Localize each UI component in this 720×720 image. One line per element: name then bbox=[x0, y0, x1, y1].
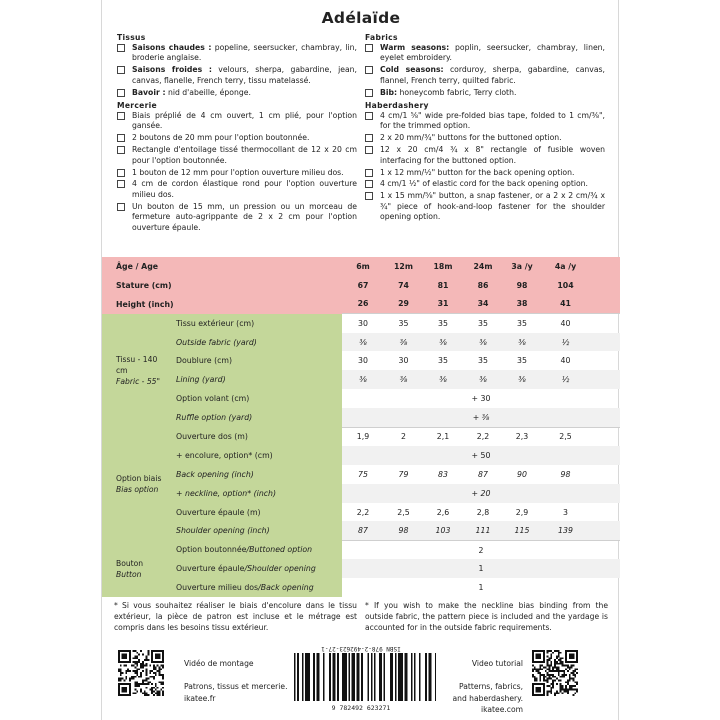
table-cell: 2,2 bbox=[463, 427, 503, 446]
row-label: Lining (yard) bbox=[172, 370, 342, 389]
group-label bbox=[102, 314, 172, 427]
checkbox[interactable] bbox=[365, 66, 373, 74]
table-cell: ⅜ bbox=[423, 333, 463, 352]
item-detail: velours, sherpa, gabardine, jean, canvas, flanelle, French terry, tissu matelassé. bbox=[132, 65, 357, 85]
header-label: Height (inch) bbox=[102, 295, 342, 314]
table-cell: 40 bbox=[541, 314, 590, 333]
row-label: Tissu extérieur (cm) bbox=[172, 314, 342, 333]
row-label-fr: Ouverture milieu dos bbox=[176, 583, 259, 593]
header-pad bbox=[590, 276, 620, 295]
header-value: 41 bbox=[541, 295, 590, 314]
header-value: 6m bbox=[342, 257, 384, 276]
table-cell-span: 2 bbox=[342, 540, 620, 559]
table-cell-span: + ⅜ bbox=[342, 408, 620, 427]
row-label: Back opening (inch) bbox=[172, 465, 342, 484]
row-label bbox=[172, 559, 342, 578]
table-cell: ⅜ bbox=[503, 370, 541, 389]
table-cell: 30 bbox=[342, 314, 384, 333]
group-label-en: Bias option bbox=[116, 484, 159, 494]
table-cell: 98 bbox=[384, 521, 423, 540]
table-cell: 115 bbox=[503, 521, 541, 540]
item-detail: nid d'abeille, éponge. bbox=[165, 87, 251, 97]
item-text bbox=[132, 65, 357, 86]
checkbox[interactable] bbox=[365, 192, 373, 200]
table-cell: 35 bbox=[423, 314, 463, 333]
header-value: 3a /y bbox=[503, 257, 541, 276]
table-cell: 2,5 bbox=[397, 507, 410, 517]
item-text: Un bouton de 15 mm, un pression ou un morceau de fermeture auto-agrippante de 2 x 2 cm pour l'option ouverture épaule. bbox=[132, 201, 357, 232]
table-cell: ⅜ bbox=[463, 333, 503, 352]
table-cell-pad bbox=[590, 314, 620, 333]
checklist-item bbox=[365, 133, 605, 143]
table-cell: ⅜ bbox=[384, 370, 423, 389]
row-label: Ouverture épaule (m) bbox=[172, 503, 342, 522]
table-cell: 1,9 bbox=[342, 427, 384, 446]
table-cell: 79 bbox=[398, 469, 409, 479]
checkbox[interactable] bbox=[117, 146, 125, 154]
isbn-text: ISBN 978-2-492623-27-1 bbox=[321, 645, 401, 652]
table-cell-span: + 30 bbox=[471, 394, 491, 404]
footer-shop-fr: Patrons, tissus et mercerie. bbox=[184, 682, 288, 691]
table-cell: 3 bbox=[563, 507, 568, 517]
checkbox[interactable] bbox=[365, 89, 373, 97]
page-title: Adélaïde bbox=[321, 9, 401, 27]
header-pad bbox=[590, 257, 620, 276]
header-value: 38 bbox=[503, 295, 541, 314]
checkbox[interactable] bbox=[117, 180, 125, 188]
row-label: Ouverture dos (m) bbox=[172, 427, 342, 446]
item-text: 1 bouton de 12 mm pour l'option ouverture milieu dos. bbox=[132, 167, 344, 177]
item-detail: corduroy, sherpa, gabardine, canvas, flannel, French terry, quilted fabric. bbox=[380, 65, 605, 85]
table-cell: 2,8 bbox=[476, 507, 490, 517]
table-cell-pad bbox=[590, 351, 620, 370]
checkbox[interactable] bbox=[365, 146, 373, 154]
mercerie-heading: Mercerie bbox=[117, 101, 158, 111]
item-detail: popeline, seersucker, chambray, lin, broderie anglaise. bbox=[132, 43, 357, 63]
table-cell: 103 bbox=[423, 521, 463, 540]
table-cell: 87 bbox=[342, 521, 384, 540]
table-cell: 2,6 bbox=[436, 507, 450, 517]
table-cell: 111 bbox=[463, 521, 503, 540]
header-value: 4a /y bbox=[541, 257, 590, 276]
table-cell: 35 bbox=[503, 314, 541, 333]
table-cell: 2,5 bbox=[541, 427, 590, 446]
table-row bbox=[102, 333, 620, 352]
checkbox[interactable] bbox=[117, 134, 125, 142]
header-value: 74 bbox=[384, 276, 423, 295]
table-cell: 2,3 bbox=[503, 427, 541, 446]
checkbox[interactable] bbox=[117, 89, 125, 97]
checkbox[interactable] bbox=[117, 112, 125, 120]
item-text: 1 x 12 mm/½" button for the back opening option. bbox=[380, 167, 575, 177]
table-cell: ⅜ bbox=[503, 333, 541, 352]
table-cell: 35 bbox=[478, 356, 488, 366]
group-label-fr: Option biais bbox=[116, 473, 162, 483]
haberdashery-list bbox=[365, 111, 605, 223]
checkbox[interactable] bbox=[117, 66, 125, 74]
table-cell: ⅜ bbox=[342, 370, 384, 389]
checklist-item bbox=[365, 179, 605, 189]
checklist-item bbox=[117, 145, 357, 166]
qr-code-left[interactable] bbox=[118, 650, 164, 696]
checklist-item bbox=[117, 111, 357, 132]
header-value: 67 bbox=[342, 276, 384, 295]
tissus-list bbox=[117, 43, 357, 98]
item-label: Saisons froides : bbox=[132, 65, 212, 75]
table-cell-pad bbox=[590, 427, 620, 446]
header-value: 24m bbox=[463, 257, 503, 276]
table-cell: 90 bbox=[517, 469, 527, 479]
table-row bbox=[102, 351, 620, 370]
table-cell: ⅜ bbox=[463, 370, 503, 389]
item-label: Bib: bbox=[380, 87, 398, 97]
table-row bbox=[102, 427, 620, 446]
row-label: Outside fabric (yard) bbox=[172, 333, 342, 352]
pattern-sheet bbox=[101, 0, 619, 720]
table-cell: 75 bbox=[358, 469, 368, 479]
row-label-en: /Shoulder opening bbox=[244, 564, 316, 574]
table-row bbox=[102, 408, 620, 427]
table-cell-pad bbox=[590, 465, 620, 484]
header-label: Âge / Age bbox=[102, 257, 342, 276]
row-label: + neckline, option* (inch) bbox=[172, 484, 342, 503]
checkbox[interactable] bbox=[365, 180, 373, 188]
table-cell-span: 1 bbox=[478, 583, 484, 593]
table-row bbox=[102, 484, 620, 503]
table-cell-span: + 50 bbox=[342, 446, 620, 465]
footnote-en: * If you wish to make the neckline bias binding from the outside fabric, the pattern piece is included and the yardage is accounted for in the outside fabric requirements. bbox=[365, 601, 608, 633]
item-detail: poplin, seersucker, chambray, linen, eyelet embroidery. bbox=[380, 43, 605, 63]
item-text bbox=[380, 43, 605, 64]
qr-code-right[interactable] bbox=[532, 650, 578, 696]
group-label-en: Button bbox=[116, 569, 142, 579]
table-cell-span: 1 bbox=[342, 559, 620, 578]
english-supplies-column bbox=[365, 31, 605, 224]
row-label: Ruffle option (yard) bbox=[172, 408, 342, 427]
header-value: 26 bbox=[342, 295, 384, 314]
header-value: 29 bbox=[384, 295, 423, 314]
website-fr[interactable]: ikatee.fr bbox=[184, 693, 216, 703]
header-pad bbox=[590, 295, 620, 314]
checklist-item bbox=[365, 111, 605, 132]
table-cell-pad bbox=[590, 521, 620, 540]
checklist-item bbox=[365, 145, 605, 166]
item-text: 4 cm/1 ½" of elastic cord for the back opening option. bbox=[380, 179, 588, 189]
item-text: 1 x 15 mm/⅝" button, a snap fastener, or a 2 x 2 cm/¾ x ¾" piece of hook-and-loop fastener for the shoulder opening option. bbox=[380, 191, 605, 222]
header-label: Stature (cm) bbox=[102, 276, 342, 295]
table-cell-span: + 20 bbox=[342, 484, 620, 503]
item-text: Rectangle d'entoilage tissé thermocollant de 12 x 20 cm pour l'option boutonnée. bbox=[132, 145, 357, 165]
table-cell: 87 bbox=[478, 469, 488, 479]
row-label: Option volant (cm) bbox=[172, 389, 342, 408]
table-cell: 35 bbox=[384, 314, 423, 333]
table-cell: 83 bbox=[438, 469, 448, 479]
row-label bbox=[172, 578, 342, 597]
footer-right-text bbox=[447, 658, 523, 716]
video-tutorial-fr: Vidéo de montage bbox=[184, 659, 254, 668]
table-cell: 35 bbox=[517, 356, 527, 366]
website-en[interactable]: ikatee.com bbox=[481, 705, 523, 714]
row-label-en: /Back opening bbox=[258, 583, 314, 593]
header-value: 98 bbox=[503, 276, 541, 295]
checklist-item bbox=[117, 133, 357, 143]
table-cell: ⅜ bbox=[342, 333, 384, 352]
table-cell-pad bbox=[590, 333, 620, 352]
item-text: 4 cm/1 ⅝" wide pre-folded bias tape, folded to 1 cm/⅜", for the trimmed option. bbox=[380, 111, 605, 131]
group-label-en: Fabric - 55" bbox=[116, 376, 160, 386]
row-label-fr: Option boutonnée bbox=[176, 545, 247, 555]
tissus-heading: Tissus bbox=[117, 33, 146, 42]
item-label: Cold seasons: bbox=[380, 65, 444, 75]
barcode-number: 9 782492 623271 bbox=[331, 704, 391, 712]
checklist-item bbox=[117, 65, 357, 86]
isbn-barcode bbox=[286, 644, 436, 712]
checkbox[interactable] bbox=[365, 169, 373, 177]
checklist-item bbox=[117, 88, 357, 98]
item-text bbox=[380, 88, 605, 98]
checklist-item bbox=[365, 65, 605, 86]
item-label: Saisons chaudes : bbox=[132, 43, 212, 52]
item-label: Bavoir : bbox=[132, 87, 166, 97]
table-row bbox=[102, 521, 620, 540]
table-cell: 2,2 bbox=[356, 507, 370, 517]
item-text: Biais préplié de 4 cm ouvert, 1 cm plié, pour l'option gansée. bbox=[132, 111, 357, 131]
table-row bbox=[102, 559, 620, 578]
checklist-item bbox=[117, 202, 357, 233]
group-label-fr: Tissu - 140 cm bbox=[116, 354, 158, 375]
header-value: 86 bbox=[463, 276, 503, 295]
table-row bbox=[102, 446, 620, 465]
group-label bbox=[102, 540, 172, 597]
checklist-item bbox=[365, 191, 605, 222]
table-row bbox=[102, 314, 620, 333]
checklist-item bbox=[117, 43, 357, 64]
row-label: + encolure, option* (cm) bbox=[172, 446, 342, 465]
table-cell: ½ bbox=[541, 333, 590, 352]
item-text bbox=[132, 88, 357, 98]
table-row bbox=[102, 503, 620, 522]
checkbox[interactable] bbox=[365, 134, 373, 142]
table-cell: 30 bbox=[358, 356, 368, 366]
header-value: 31 bbox=[423, 295, 463, 314]
checkbox[interactable] bbox=[117, 169, 125, 177]
row-label-en: /Buttoned option bbox=[246, 545, 313, 555]
group-label-fr: Bouton bbox=[116, 558, 144, 568]
table-cell: 35 bbox=[438, 356, 448, 366]
table-row bbox=[102, 465, 620, 484]
item-detail: honeycomb fabric, Terry cloth. bbox=[397, 87, 517, 97]
item-label: Warm seasons: bbox=[380, 43, 450, 52]
table-cell: 2 bbox=[384, 427, 423, 446]
item-text: 2 boutons de 20 mm pour l'option boutonnée. bbox=[132, 133, 310, 143]
item-text: 4 cm de cordon élastique rond pour l'option ouverture milieu dos. bbox=[132, 179, 357, 199]
table-cell: 30 bbox=[398, 356, 409, 366]
checklist-item bbox=[365, 168, 605, 178]
table-cell: 98 bbox=[560, 469, 571, 479]
table-cell: ½ bbox=[541, 370, 590, 389]
table-cell: 35 bbox=[463, 314, 503, 333]
table-cell-pad bbox=[590, 503, 620, 522]
row-label: Shoulder opening (inch) bbox=[172, 521, 342, 540]
table-cell: ⅜ bbox=[423, 370, 463, 389]
header-value: 104 bbox=[541, 276, 590, 295]
table-row bbox=[102, 370, 620, 389]
table-cell-pad bbox=[590, 370, 620, 389]
row-label-fr: Ouverture épaule bbox=[176, 564, 245, 574]
table-header-row bbox=[102, 295, 620, 314]
table-row bbox=[102, 540, 620, 559]
table-cell: 40 bbox=[560, 356, 571, 366]
table-cell: 2,9 bbox=[515, 507, 529, 517]
header-value: 18m bbox=[423, 257, 463, 276]
fabrics-heading: Fabrics bbox=[365, 33, 398, 42]
footer-shop-en-2: and haberdashery. bbox=[452, 693, 523, 703]
checklist-item bbox=[117, 168, 357, 178]
table-cell: 139 bbox=[541, 521, 590, 540]
table-header-row bbox=[102, 276, 620, 295]
checkbox[interactable] bbox=[365, 112, 373, 120]
table-cell: ⅜ bbox=[384, 333, 423, 352]
checklist-item bbox=[365, 88, 605, 98]
footer-left-text bbox=[184, 658, 288, 704]
group-label bbox=[102, 427, 172, 540]
table-cell: 2,1 bbox=[423, 427, 463, 446]
header-value: 12m bbox=[384, 257, 423, 276]
table-row bbox=[102, 578, 620, 597]
checklist-item bbox=[365, 43, 605, 64]
item-text bbox=[132, 43, 357, 64]
item-text bbox=[380, 65, 605, 86]
footnote-fr: * Si vous souhaitez réaliser le biais d'encolure dans le tissu extérieur, la pièce de patron est incluse et le métrage est compris dans les besoins tissu extérieur. bbox=[114, 601, 357, 633]
video-tutorial-en: Video tutorial bbox=[471, 659, 523, 668]
item-text: 12 x 20 cm/4 ¾ x 8" rectangle of fusible woven interfacing for the buttoned option. bbox=[380, 145, 605, 165]
fabrics-list bbox=[365, 43, 605, 98]
header-value: 34 bbox=[463, 295, 503, 314]
checkbox[interactable] bbox=[117, 203, 125, 211]
mercerie-list bbox=[117, 111, 357, 233]
checkbox[interactable] bbox=[117, 44, 125, 52]
checklist-item bbox=[117, 179, 357, 200]
header-value: 81 bbox=[423, 276, 463, 295]
row-label bbox=[172, 540, 342, 559]
row-label: Doublure (cm) bbox=[172, 351, 342, 370]
checkbox[interactable] bbox=[365, 44, 373, 52]
footer-shop-en-1: Patterns, fabrics, bbox=[458, 682, 523, 691]
table-header-row bbox=[102, 257, 620, 276]
french-supplies-column bbox=[117, 31, 357, 235]
table-row bbox=[102, 389, 620, 408]
size-requirements-table bbox=[102, 257, 620, 597]
barcode-bars bbox=[286, 653, 436, 703]
item-text: 2 x 20 mm/¾" buttons for the buttoned option. bbox=[380, 133, 562, 143]
haberdashery-heading: Haberdashery bbox=[365, 101, 429, 111]
